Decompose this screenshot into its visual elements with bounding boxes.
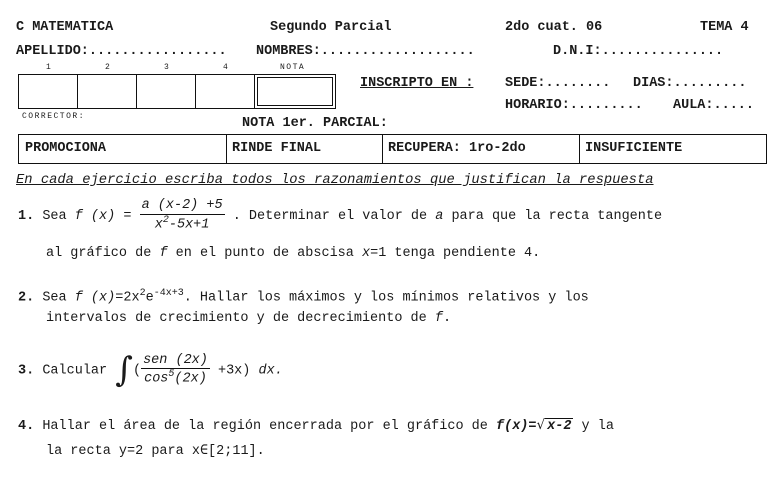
- question-4-line-1: 4. Hallar el área de la región encerrada por el gráfico de f(x)=√ x-2 y la: [18, 417, 614, 434]
- status-recupera[interactable]: RECUPERA: 1ro-2do: [388, 141, 526, 156]
- nombres-field[interactable]: NOMBRES:...................: [256, 44, 475, 59]
- corrector-label: CORRECTOR:: [22, 112, 86, 121]
- status-insuficiente[interactable]: INSUFICIENTE: [585, 141, 683, 156]
- nota-primer-parcial: NOTA 1er. PARCIAL:: [242, 116, 388, 131]
- grade-box-3[interactable]: [136, 74, 196, 109]
- status-promociona[interactable]: PROMOCIONA: [25, 141, 107, 156]
- integral-sign-icon: ∫: [115, 350, 133, 390]
- grade-label-3: 3: [164, 63, 171, 72]
- sqrt-icon: √: [536, 417, 546, 433]
- horario-field[interactable]: HORARIO:.........: [505, 98, 643, 113]
- question-4-line-2: la recta y=2 para x∈[2;11].: [46, 444, 265, 459]
- grade-label-nota: NOTA: [280, 63, 306, 72]
- question-number: 2.: [18, 290, 35, 306]
- aula-field[interactable]: AULA:.....: [673, 98, 755, 113]
- status-rinde-final[interactable]: RINDE FINAL: [232, 141, 322, 156]
- question-3: 3. Calcular ∫( $\frac{\text{sen (2x)}}{\cos^5(2x)}$ +3x) dx.: [18, 350, 283, 390]
- grade-label-2: 2: [105, 63, 112, 72]
- sede-field[interactable]: SEDE:........: [505, 76, 611, 91]
- grade-box-nota[interactable]: [254, 74, 336, 109]
- question-2-line-2: intervalos de crecimiento y de decrecimiento de f.: [46, 311, 452, 326]
- dni-field[interactable]: D.N.I:...............: [553, 44, 724, 59]
- apellido-field[interactable]: APELLIDO:.................: [16, 44, 227, 59]
- question-1-line-1: 1. Sea f (x) = $\frac{a (x-2) +5}{x^2-5x+1}$ . Determinar el valor de a para que la recta tangente: [18, 198, 663, 233]
- subject-title: C MATEMATICA: [16, 20, 114, 35]
- exam-title: Segundo Parcial: [270, 20, 392, 35]
- instructions: En cada ejercicio escriba todos los razonamientos que justifican la respuesta: [16, 173, 654, 188]
- question-1-line-2: al gráfico de f en el punto de abscisa x=1 tenga pendiente 4.: [46, 246, 541, 261]
- tema-label: TEMA 4: [700, 20, 749, 35]
- q1-fraction: $\frac{a (x-2) +5}{x^2-5x+1}$: [141, 198, 223, 233]
- status-table: [18, 134, 767, 164]
- grade-label-1: 1: [46, 63, 53, 72]
- question-number: 3.: [18, 363, 35, 379]
- grade-box-4[interactable]: [195, 74, 255, 109]
- exam-period: 2do cuat. 06: [505, 20, 603, 35]
- inscripto-label: INSCRIPTO EN :: [360, 76, 474, 91]
- grade-box-1[interactable]: [18, 74, 78, 109]
- dias-field[interactable]: DIAS:.........: [633, 76, 747, 91]
- question-2-line-1: 2. Sea f $(x)=2x^2e^{-4x+3}$. Hallar los máximos y los mínimos relativos y los: [18, 288, 589, 306]
- grade-box-2[interactable]: [77, 74, 137, 109]
- question-number: 4.: [18, 419, 35, 434]
- q3-fraction: $\frac{\text{sen (2x)}}{\cos^5(2x)}$: [143, 352, 208, 387]
- question-number: 1.: [18, 208, 35, 224]
- grade-label-4: 4: [223, 63, 230, 72]
